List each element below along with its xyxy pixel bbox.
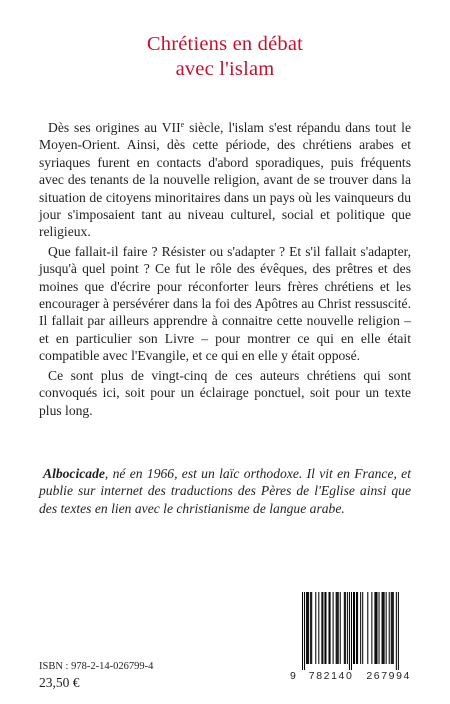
barcode-bar	[391, 592, 392, 664]
barcode-bar	[322, 592, 323, 664]
author-bio-paragraph	[39, 465, 411, 517]
barcode-digit-first: 9	[290, 670, 296, 682]
barcode-digits	[290, 670, 411, 682]
back-cover-summary	[39, 119, 411, 419]
barcode-bar	[329, 592, 330, 664]
barcode-bar	[376, 592, 377, 664]
summary-paragraph-2: Que fallait-il faire ? Résister ou s'adapter ? Et s'il fallait s'adapter, jusqu'à quel point ? Ce fut le rôle des évêques, des prêtres et des moines que d'écrire pour réconforter leurs frères chrétiens et les encourager à persévérer dans la foi des Apôtres au Christ ressuscité. Il fallait par ailleurs apprendre à connaitre cette nouvelle religion – et en particulier son Livre – pour montrer ce qui en elle était compatible avec l'Evangile, et ce qui en elle y était opposé.	[39, 243, 411, 364]
barcode-bar	[360, 592, 361, 664]
title-line-2: avec l'islam	[175, 58, 275, 80]
barcode-bar	[357, 592, 358, 664]
book-meta	[39, 660, 153, 691]
summary-p1-start: Dès ses origines au VII	[48, 120, 181, 135]
author-bio	[39, 465, 411, 517]
barcode-bar	[302, 592, 303, 670]
barcode-group-2: 267994	[366, 670, 411, 682]
barcode-bar	[383, 592, 384, 664]
summary-paragraph-3: Ce sont plus de vingt-cinq de ces auteurs chrétiens qui sont convoqués ici, soit pour un éclairage ponctuel, soit pour un texte plus long.	[39, 367, 411, 418]
barcode-bar	[386, 592, 387, 664]
isbn: ISBN : 978-2-14-026799-4	[39, 661, 154, 672]
barcode-bar	[398, 592, 399, 670]
barcode-bar	[393, 592, 394, 664]
author-name: Albocicade	[43, 466, 105, 481]
barcode-bar	[396, 592, 397, 670]
barcode-bar	[374, 592, 375, 664]
barcode-bar	[345, 592, 346, 664]
barcode-bar	[336, 592, 337, 664]
barcode-bar	[347, 592, 348, 664]
barcode-bar	[382, 592, 383, 664]
book-title	[0, 32, 450, 82]
barcode-bar	[353, 592, 354, 664]
barcode-bar	[354, 592, 355, 664]
barcode-bar	[362, 592, 363, 664]
barcode-bar	[318, 592, 319, 664]
barcode-bar	[337, 592, 338, 664]
barcode-bar	[356, 592, 357, 664]
barcode-bar	[349, 592, 350, 670]
barcode-bar	[304, 592, 305, 670]
barcode-bar	[306, 592, 307, 664]
price: 23,50 €	[39, 675, 80, 690]
summary-p1-rest: siècle, l'islam s'est répandu dans tout le Moyen-Orient. Ainsi, dès cette période, des chrétiens arabes et syriaques furent en contacts d'abord sporadiques, puis fréquents avec des tenants de la nouvelle religion, avant de se trouver dans la situation de citoyens minoritaires dans un pays où les vainqueurs du jour s'imposaient tant au niveau culturel, social et politique que religieux.	[39, 120, 411, 240]
barcode-bar	[330, 592, 331, 664]
barcode-bar	[338, 592, 339, 664]
barcode-bar	[392, 592, 393, 664]
barcode-bar	[340, 592, 341, 664]
barcode-bar	[379, 592, 380, 664]
barcode-bars	[290, 590, 411, 670]
title-line-1: Chrétiens en débat	[146, 33, 304, 55]
barcode-group-1: 782140	[308, 670, 354, 682]
barcode-bar	[351, 592, 352, 670]
author-bio-text: , né en 1966, est un laïc orthodoxe. Il vit en France, et publie sur internet des traductions des Pères de l'Eglise ainsi que des textes en lien avec le christianisme de langue arabe.	[39, 466, 411, 516]
barcode-bar	[389, 592, 390, 664]
summary-paragraph-1	[39, 119, 411, 241]
barcode-bar	[310, 592, 311, 664]
barcode-bar	[311, 592, 312, 664]
century-superscript: e	[180, 120, 185, 129]
barcode-bar	[325, 592, 326, 664]
barcode-bar	[384, 592, 385, 664]
barcode-bar	[324, 592, 325, 664]
barcode-bar	[367, 592, 368, 664]
barcode-bar	[307, 592, 308, 664]
barcode-bar	[375, 592, 376, 664]
barcode-bar	[315, 592, 316, 664]
barcode-bar	[333, 592, 334, 664]
barcode-bar	[344, 592, 345, 664]
barcode-bar	[308, 592, 309, 664]
barcode-bar	[371, 592, 372, 664]
barcode-bar	[321, 592, 322, 664]
